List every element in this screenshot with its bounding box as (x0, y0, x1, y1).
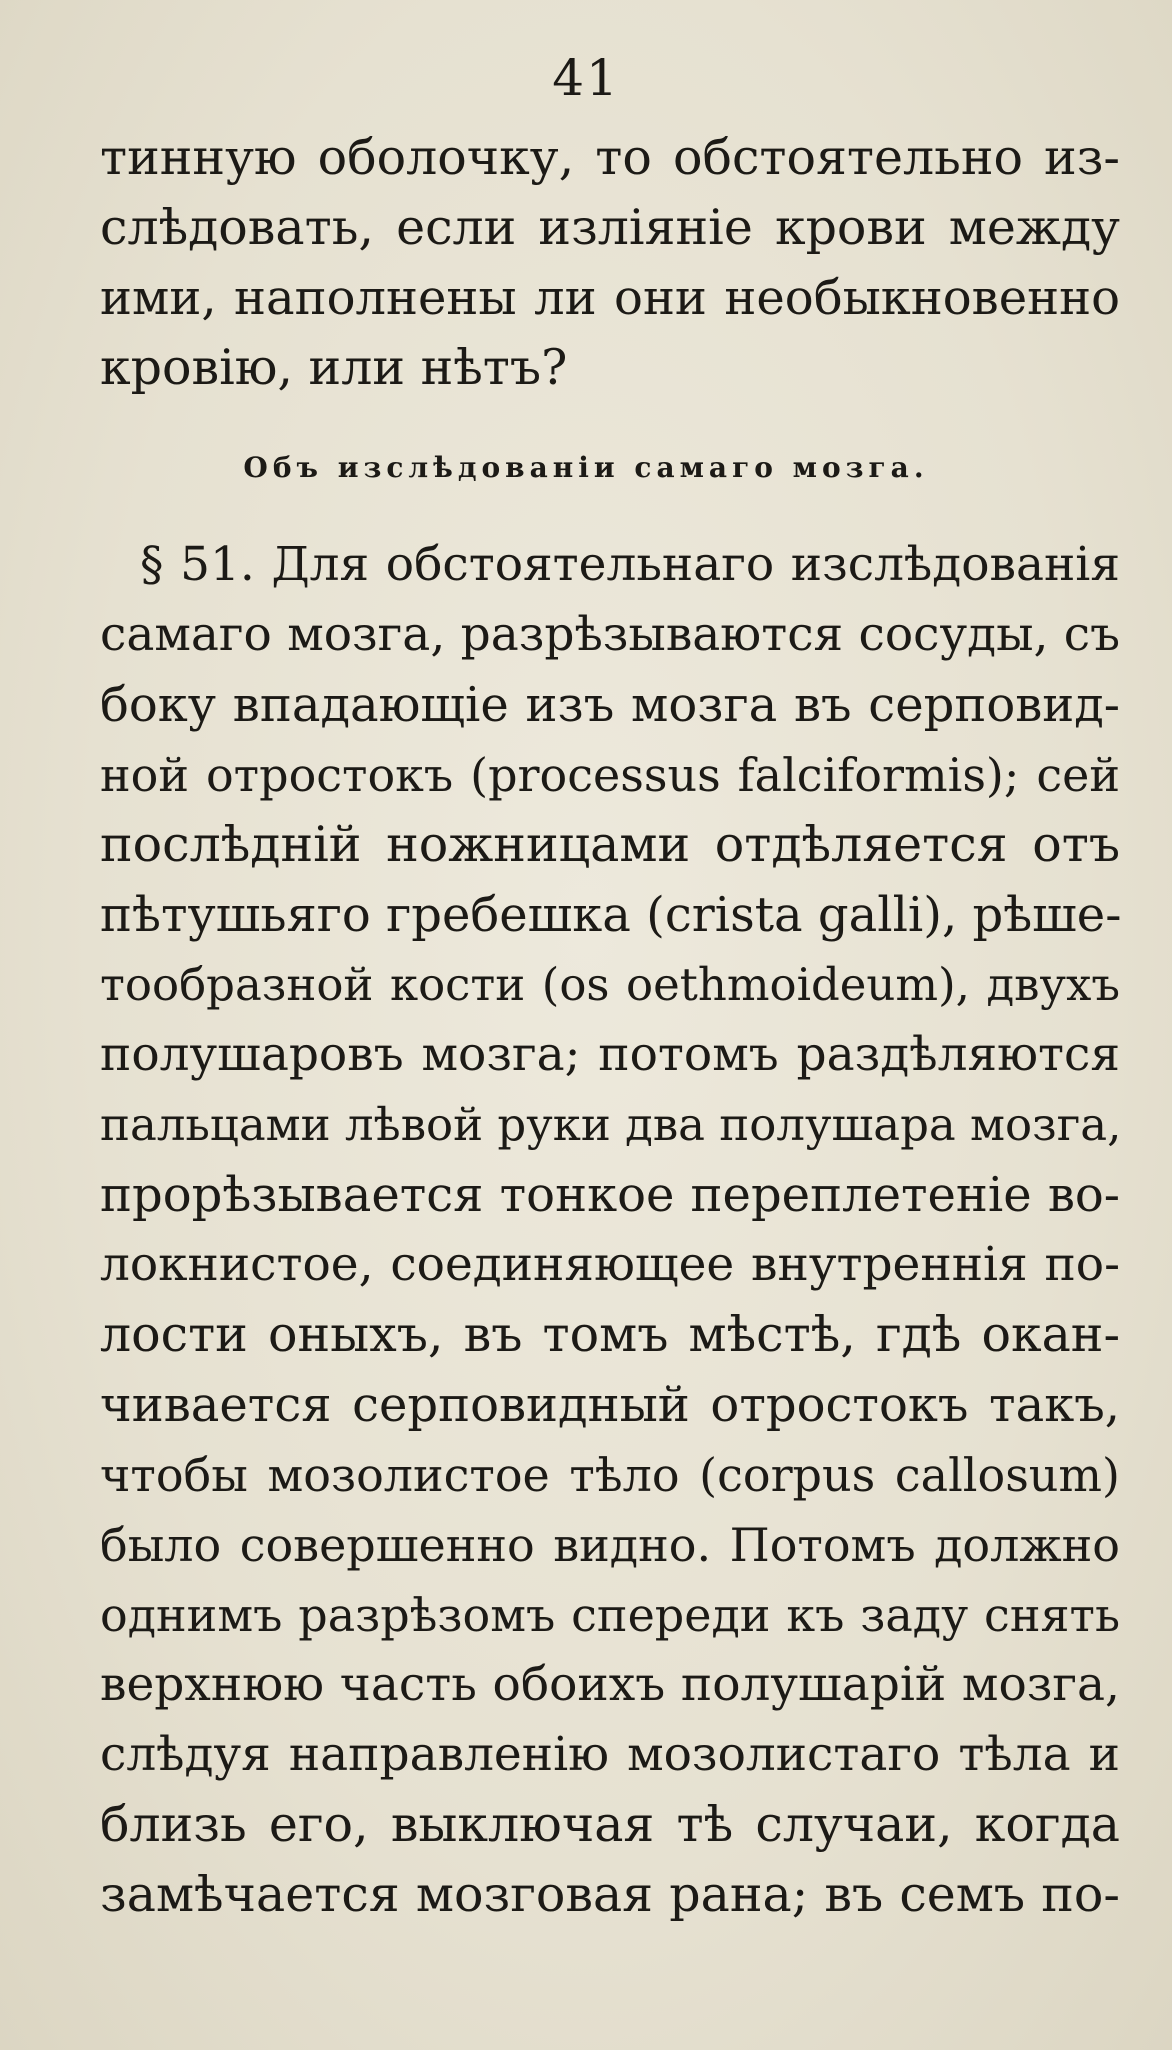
text-line: пѣтушьяго гребешка (crista galli), рѣше- (100, 887, 1122, 943)
text-line: было совершенно видно. Потомъ должно (100, 1518, 1120, 1572)
text-line: ной отростокъ (processus falciformis); сей (100, 748, 1120, 802)
page-number: 41 (552, 49, 620, 107)
text-line: кровію, или нѣтъ? (100, 339, 568, 396)
text-line: послѣдній ножницами отдѣляется отъ (100, 816, 1120, 873)
text-line: ими, наполнены ли они необыкновенно (100, 270, 1120, 326)
text-line: верхнюю часть обоихъ полушарій мозга, (100, 1657, 1120, 1712)
text-line: слѣдуя направленію мозолистаго тѣла и (100, 1727, 1120, 1782)
section-heading: Объ изслѣдованіи самаго мозга. (243, 451, 929, 484)
text-line: § 51. Для обстоятельнаго изслѣдованія (140, 537, 1120, 592)
text-line: прорѣзывается тонкое переплетеніе во- (100, 1167, 1120, 1223)
text-line: полушаровъ мозга; потомъ раздѣляются (100, 1027, 1120, 1082)
text-line: чивается серповидный отростокъ такъ, (100, 1377, 1120, 1433)
text-line: лости оныхъ, въ томъ мѣстѣ, гдѣ окан- (100, 1306, 1120, 1363)
text-line: тообразной кости (os oethmoideum), двухъ (100, 958, 1120, 1011)
text-line: пальцами лѣвой руки два полушара мозга, (100, 1098, 1122, 1151)
text-line: слѣдовать, если изліяніе крови между (100, 199, 1120, 256)
text-line: однимъ разрѣзомъ спереди къ заду снять (100, 1588, 1120, 1642)
text-line: локнистое, соединяющее внутреннія по- (100, 1237, 1120, 1292)
text-line: чтобы мозолистое тѣло (corpus callosum) (100, 1448, 1120, 1502)
text-line: замѣчается мозговая рана; въ семъ по- (100, 1866, 1120, 1923)
text-line: самаго мозга, разрѣзываются сосуды, съ (100, 607, 1120, 662)
text-line: боку впадающіе изъ мозга въ серповид- (100, 677, 1120, 733)
text-line: тинную оболочку, то обстоятельно из- (100, 129, 1120, 186)
text-line: близь его, выключая тѣ случаи, когда (100, 1796, 1120, 1853)
